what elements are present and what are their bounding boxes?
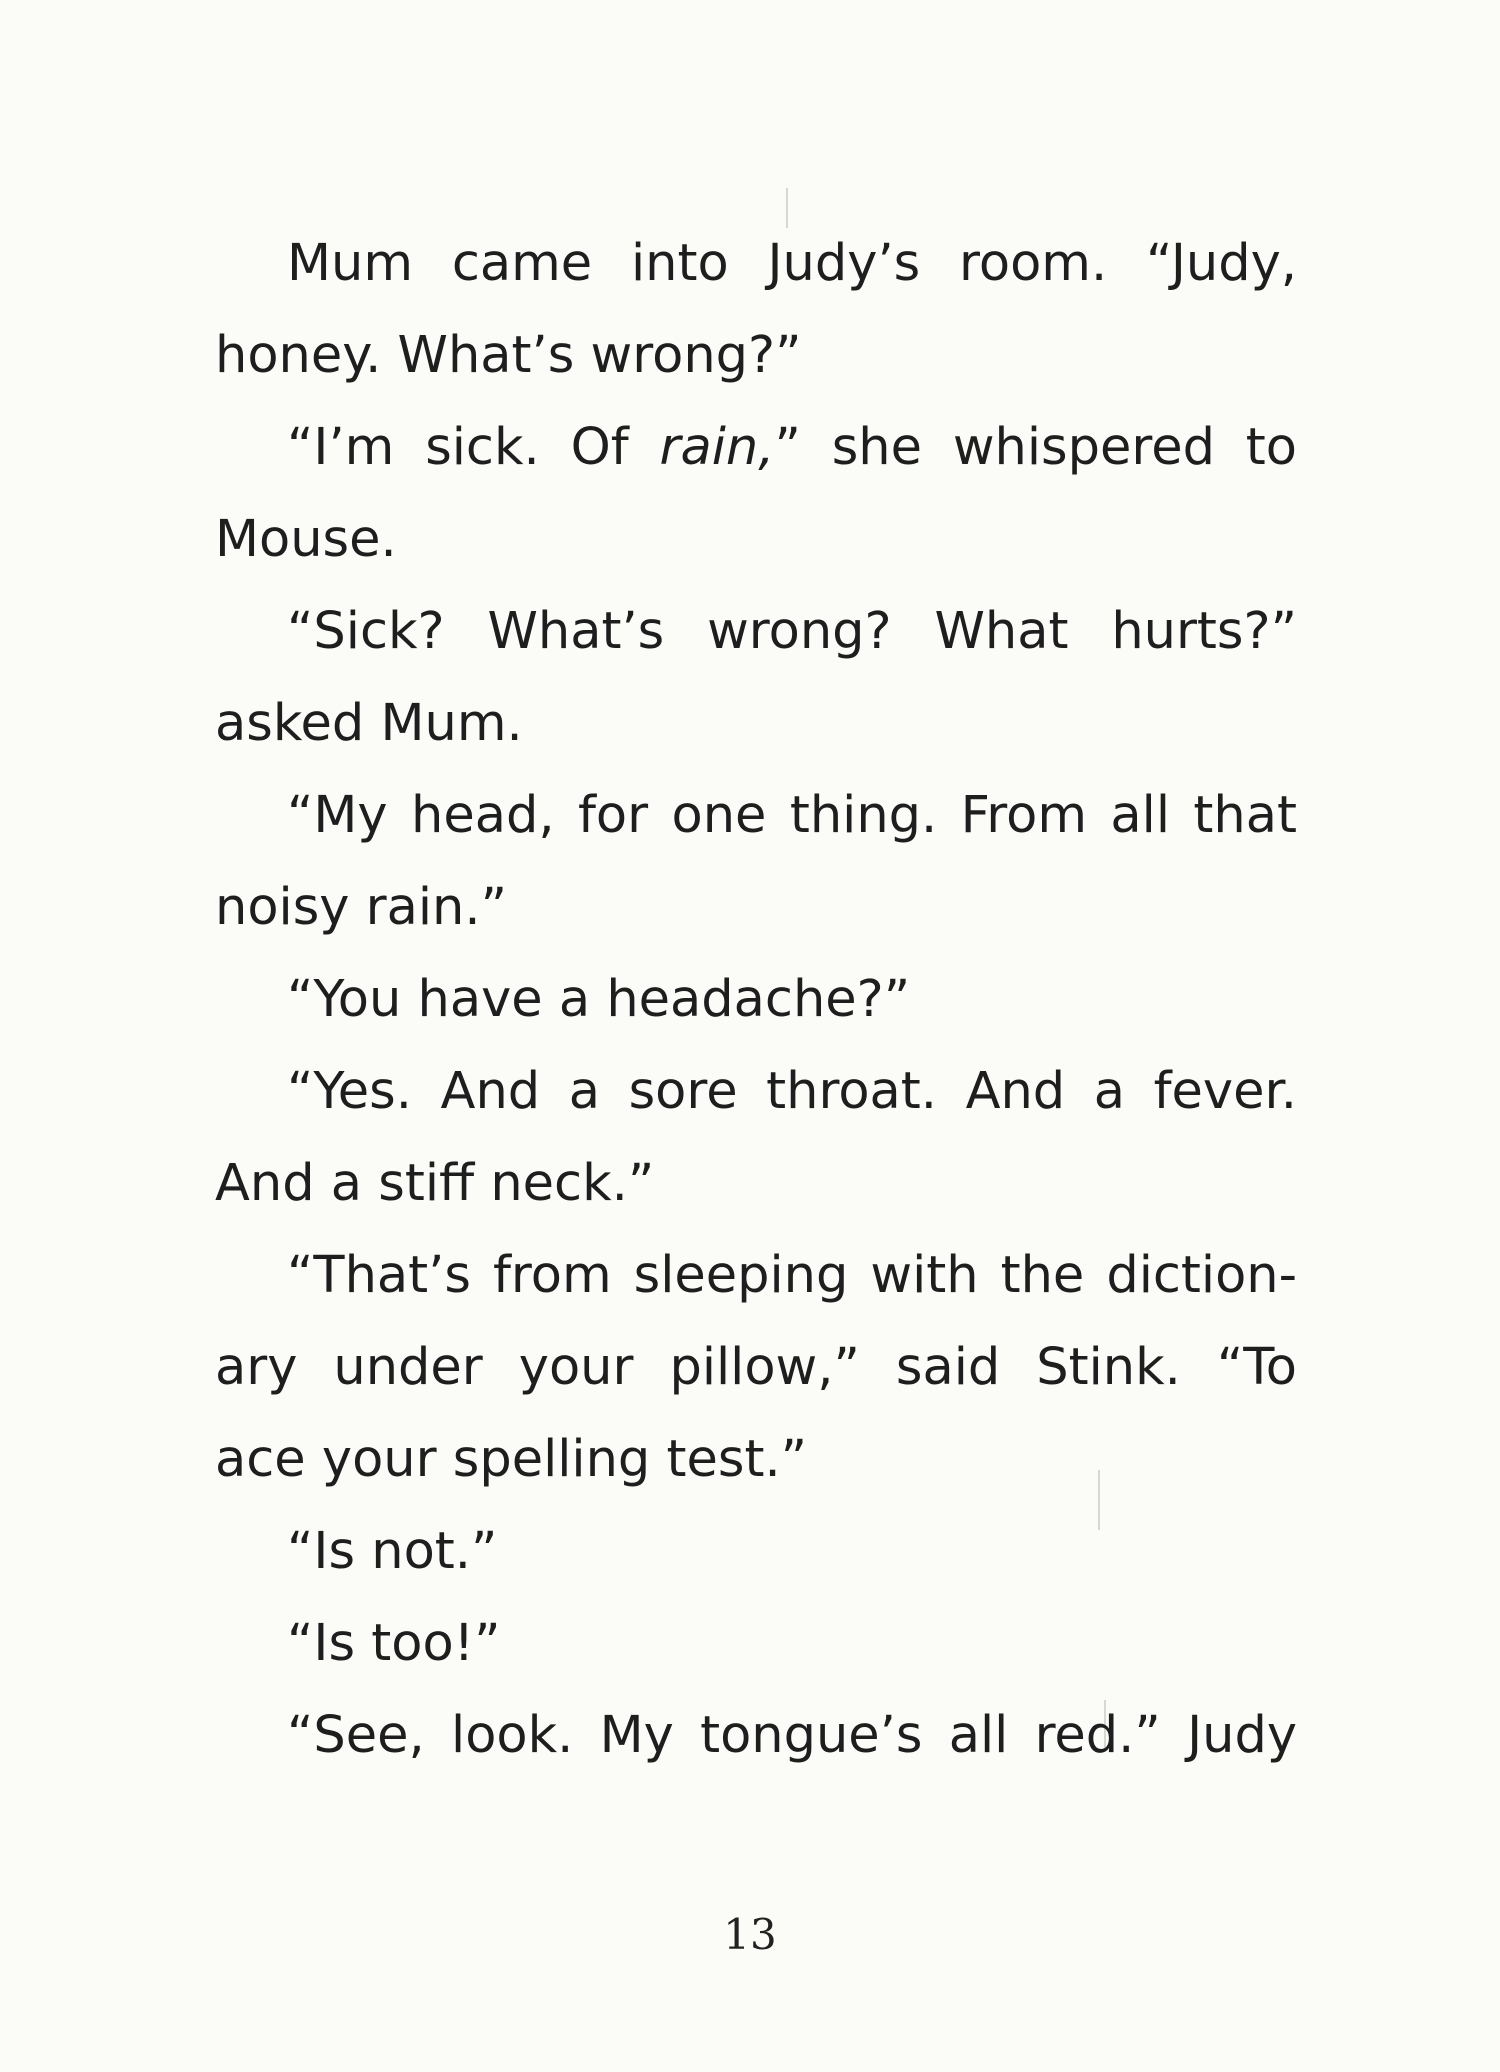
text-line: ace your spelling test.” — [215, 1430, 808, 1489]
text-line: “See, look. My tongue’s all red.” Judy — [287, 1706, 1297, 1765]
text-line: “My head, for one thing. From all that — [287, 786, 1297, 845]
text-line: Mum came into Judy’s room. “Judy, — [287, 234, 1297, 293]
text-line: noisy rain.” — [215, 878, 508, 937]
text-line: “Yes. And a sore throat. And a fever. — [287, 1062, 1297, 1121]
text-line: honey. What’s wrong?” — [215, 326, 802, 385]
text-line: “You have a headache?” — [287, 970, 911, 1029]
italic-word: rain, — [659, 418, 775, 477]
body-text — [215, 218, 1297, 1782]
text-line: And a stiff neck.” — [215, 1154, 655, 1213]
text-line: Mouse. — [215, 510, 397, 569]
text-line: “Is not.” — [287, 1522, 498, 1581]
page-number: 13 — [723, 1910, 777, 1959]
text-line-with-italic: “I’m sick. Of rain,” she whispered to — [287, 418, 1297, 477]
text-line: ary under your pillow,” said Stink. “To — [215, 1338, 1297, 1397]
text-line: “That’s from sleeping with the diction- — [287, 1246, 1297, 1305]
text-line: asked Mum. — [215, 694, 523, 753]
text-line: “Sick? What’s wrong? What hurts?” — [287, 602, 1297, 661]
text-line: “Is too!” — [287, 1614, 501, 1673]
